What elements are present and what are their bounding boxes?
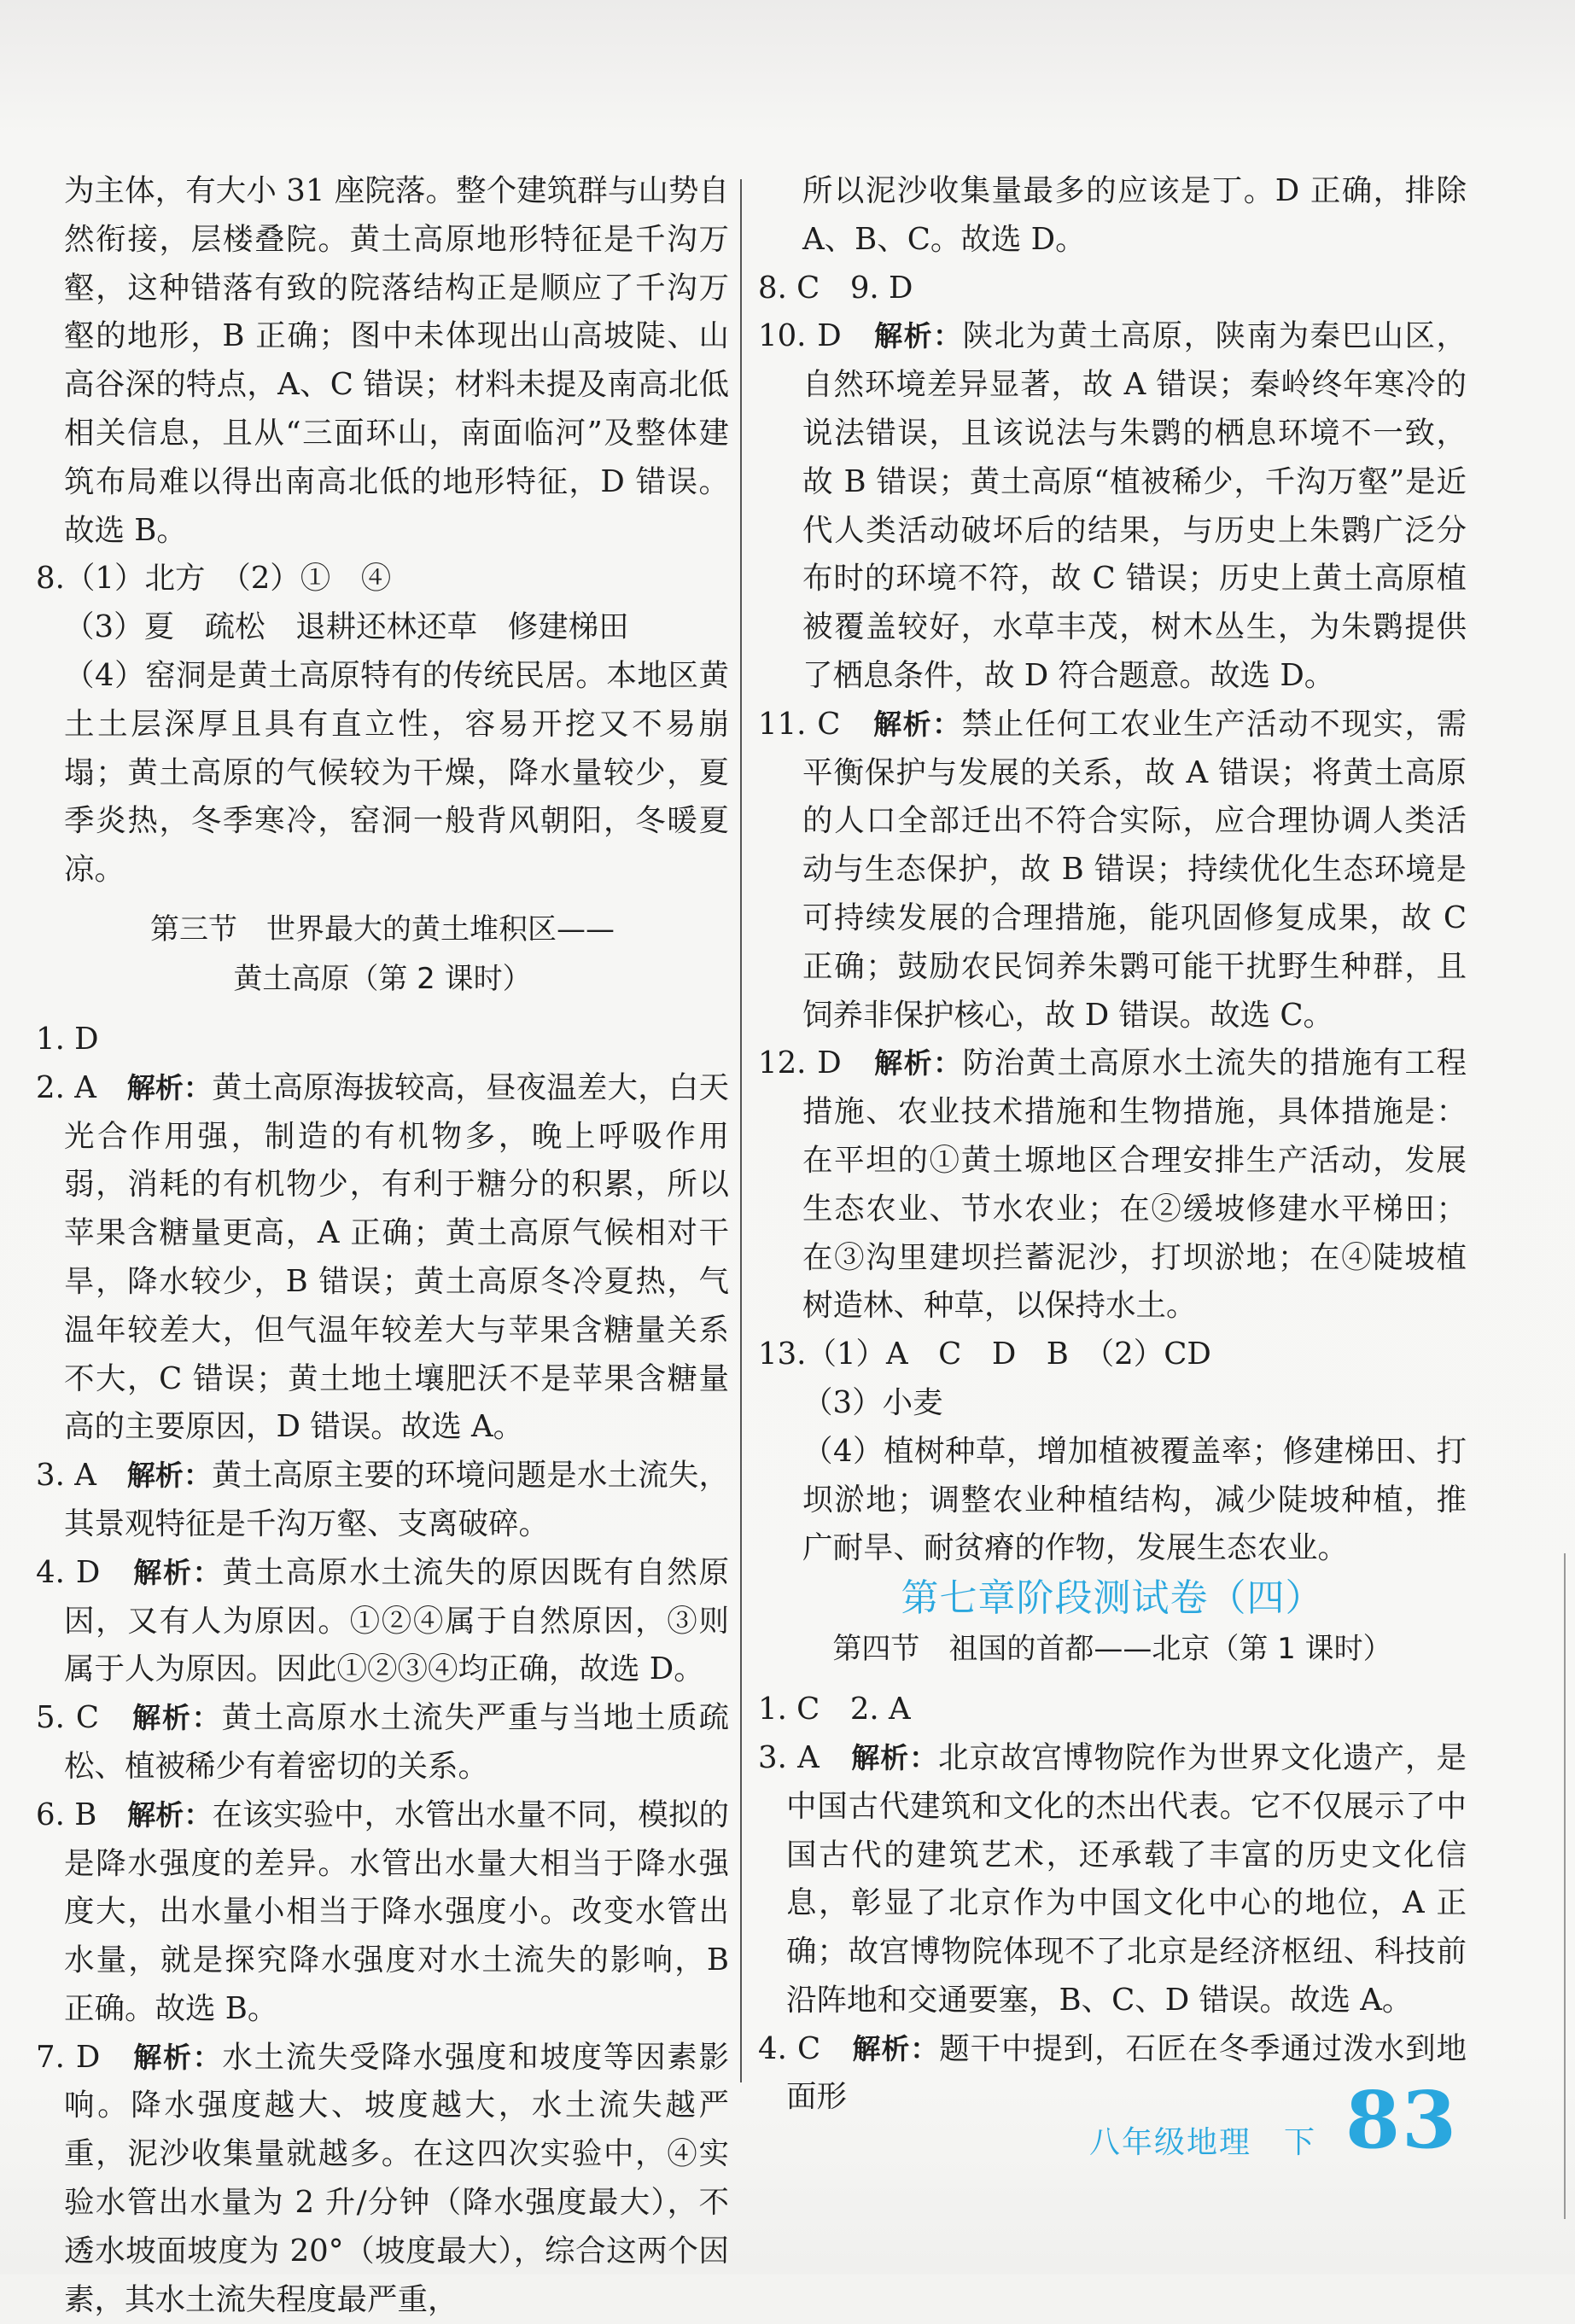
- analysis-text: 北京故宫博物院作为世界文化遗产，是中国古代建筑和文化的杰出代表。它不仅展示了中国古代的建筑艺术，还承载了丰富的历史文化信息，彰显了北京作为中国文化中心的地位，A 正确；故宫博物院体现不了北京是经济枢纽、科技前沿阵地和交通要塞，B、C、D 错误。故选 A。: [786, 1739, 1467, 2018]
- page-number: 83: [1345, 2074, 1459, 2166]
- analysis-label: 解析：: [851, 1740, 939, 1774]
- answer-number: 12. D: [758, 1046, 875, 1081]
- answer-4: [36, 1549, 729, 1694]
- answer-number: 6. B: [36, 1797, 128, 1832]
- answer-7: [36, 2034, 729, 2324]
- analysis-label: 解析：: [127, 1797, 213, 1832]
- answer-10: [758, 312, 1467, 700]
- analysis-label: 解析：: [132, 1701, 222, 1735]
- answer-13-part1: 13.（1）A C D B （2）CD: [758, 1337, 1211, 1372]
- analysis-label: 解析：: [873, 707, 962, 741]
- footer-grade-subject: 八年级地理 下: [1089, 2125, 1317, 2160]
- answer-7-continued: 为主体，有大小 31 座院落。整个建筑群与山势自然衔接，层楼叠院。黄土高原地形特征是千沟万壑，这种错落有致的院落结构正是顺应了千沟万壑的地形，B 正确；图中未体现出山高坡陡、山高谷深的特点，A、C 错误；材料未提及南高北低相关信息，且从“三面环山，南面临河”及整体建筑布局难以得出南高北低的地形特征，D 错误。故选 B。: [64, 173, 729, 548]
- answer-number: 4. D: [36, 1554, 134, 1590]
- analysis-text: 防治黄土高原水土流失的措施有工程措施、农业技术措施和生物措施，具体措施是：在平坦的①黄土塬地区合理安排生产活动，发展生态农业、节水农业；在②缓坡修建水平梯田；在③沟里建坝拦蓄泥沙，打坝淤地；在④陡坡植树造林、种草，以保持水土。: [802, 1046, 1467, 1324]
- answer-number: 4. C: [758, 2030, 853, 2066]
- stage-test-title: 第七章阶段测试卷（四）: [901, 1576, 1324, 1621]
- answer-number: 5. C: [36, 1700, 133, 1736]
- analysis-text: 黄土高原水土流失的原因既有自然原因，又有人为原因。①②④属于自然原因，③则属于人为原因。因此①②③④均正确，故选 D。: [64, 1554, 729, 1687]
- answer-number: 2. A: [36, 1069, 127, 1105]
- analysis-text: 陕北为黄土高原，陕南为秦巴山区，自然环境差异显著，故 A 错误；秦岭终年寒冷的说法错误，且该说法与朱鹮的栖息环境不一致，故 B 错误；黄土高原“植被稀少，千沟万壑”是近代人类活动破坏后的结果，与历史上朱鹮广泛分布时的环境不符，故 C 错误；历史上黄土高原植被覆盖较好，水草丰茂，树木丛生，为朱鹮提供了栖息条件，故 D 符合题意。故选 D。: [802, 318, 1467, 693]
- right-column: [758, 167, 1467, 2122]
- answer-11: [758, 701, 1467, 1040]
- section-title-line1: 第三节 世界最大的黄土堆积区——: [150, 912, 615, 946]
- page-edge-line: [1564, 1553, 1566, 2219]
- analysis-label: 解析：: [874, 1046, 963, 1080]
- answer-number: 11. C: [758, 706, 874, 742]
- column-divider: [740, 179, 742, 2082]
- analysis-text: 水土流失受降水强度和坡度等因素影响。降水强度越大、坡度越大，水土流失越严重，泥沙收集量就越多。在这四次实验中，④实验水管出水量为 2 升/分钟（降水强度最大），不透水坡面坡度为 20°（坡度最大），综合这两个因素，其水土流失程度最严重，: [64, 2039, 729, 2317]
- answer-13-part3: （3）小麦: [802, 1384, 943, 1420]
- answer-12: [758, 1040, 1467, 1331]
- analysis-text: 黄土高原主要的环境问题是水土流失，其景观特征是千沟万壑、支离破碎。: [64, 1458, 729, 1541]
- analysis-label: 解析：: [126, 1070, 213, 1104]
- section-title-line2: 黄土高原（第 2 课时）: [233, 961, 532, 996]
- answer-6: [36, 1791, 729, 2034]
- left-column: [36, 167, 729, 2324]
- analysis-label: 解析：: [874, 319, 963, 353]
- answer-1-2: 1. C 2. A: [758, 1692, 911, 1727]
- answer-8-part4: （4）窑洞是黄土高原特有的传统民居。本地区黄土土层深厚且具有直立性，容易开挖又不易崩塌；黄土高原的气候较为干燥，降水量较少，夏季炎热，冬季寒冷，窑洞一般背风朝阳，冬暖夏凉。: [64, 657, 729, 888]
- analysis-text: 题干中提到，石匠在冬季通过泼水到地面形: [786, 2030, 1467, 2115]
- answer-8-part1: 8.（1）北方 （2）① ④: [36, 561, 392, 597]
- answer-1: 1. D: [36, 1021, 99, 1057]
- analysis-label: 解析：: [126, 1459, 213, 1493]
- analysis-text: 在该实验中，水管出水量不同，模拟的是降水强度的差异。水管出水量大相当于降水强度大，出水量小相当于降水强度小。改变水管出水量，就是探究降水强度对水土流失的影响，B 正确。故选 B。: [64, 1797, 729, 2026]
- answer-number: 3. A: [36, 1458, 127, 1494]
- analysis-label: 解析：: [133, 1555, 223, 1589]
- analysis-text: 禁止任何工农业生产活动不现实，需平衡保护与发展的关系，故 A 错误；将黄土高原的人口全部迁出不符合实际，应合理协调人类活动与生态保护，故 B 错误；持续优化生态环境是可持续发展的合理措施，能巩固修复成果，故 C 正确；鼓励农民饲养朱鹮可能干扰野生种群，且饲养非保护核心，故 D 错误。故选 C。: [802, 706, 1467, 1033]
- answer-3: [758, 1734, 1467, 2025]
- analysis-label: 解析：: [852, 2031, 940, 2065]
- answer-5: [36, 1694, 729, 1791]
- answer-number: 10. D: [758, 318, 875, 354]
- answer-13-part4: （4）植树种草，增加植被覆盖率；修建梯田、打坝淤地；调整农业种植结构，减少陡坡种植，推广耐旱、耐贫瘠的作物，发展生态农业。: [802, 1433, 1467, 1566]
- answer-8-part3: （3）夏 疏松 退耕还林还草 修建梯田: [64, 609, 629, 645]
- analysis-text: 黄土高原水土流失严重与当地土质疏松、植被稀少有着密切的关系。: [64, 1700, 729, 1784]
- answer-number: 7. D: [36, 2039, 134, 2075]
- answer-8-9: 8. C 9. D: [758, 270, 913, 306]
- section-title: 第四节 祖国的首都——北京（第 1 课时）: [832, 1632, 1392, 1667]
- answer-3: [36, 1452, 729, 1549]
- answer-2: [36, 1064, 729, 1452]
- analysis-text: 黄土高原海拔较高，昼夜温差大，白天光合作用强，制造的有机物多，晚上呼吸作用弱，消耗的有机物少，有利于糖分的积累，所以苹果含糖量更高，A 正确；黄土高原气候相对干旱，降水较少，B 错误；黄土高原冬冷夏热，气温年较差大，但气温年较差大与苹果含糖量关系不大，C 错误；黄土地土壤肥沃不是苹果含糖量高的主要原因，D 错误。故选 A。: [64, 1069, 729, 1445]
- answer-number: 3. A: [758, 1739, 852, 1775]
- answer-7-end: 所以泥沙收集量最多的应该是丁。D 正确，排除 A、B、C。故选 D。: [802, 173, 1467, 257]
- analysis-label: 解析：: [133, 2040, 223, 2074]
